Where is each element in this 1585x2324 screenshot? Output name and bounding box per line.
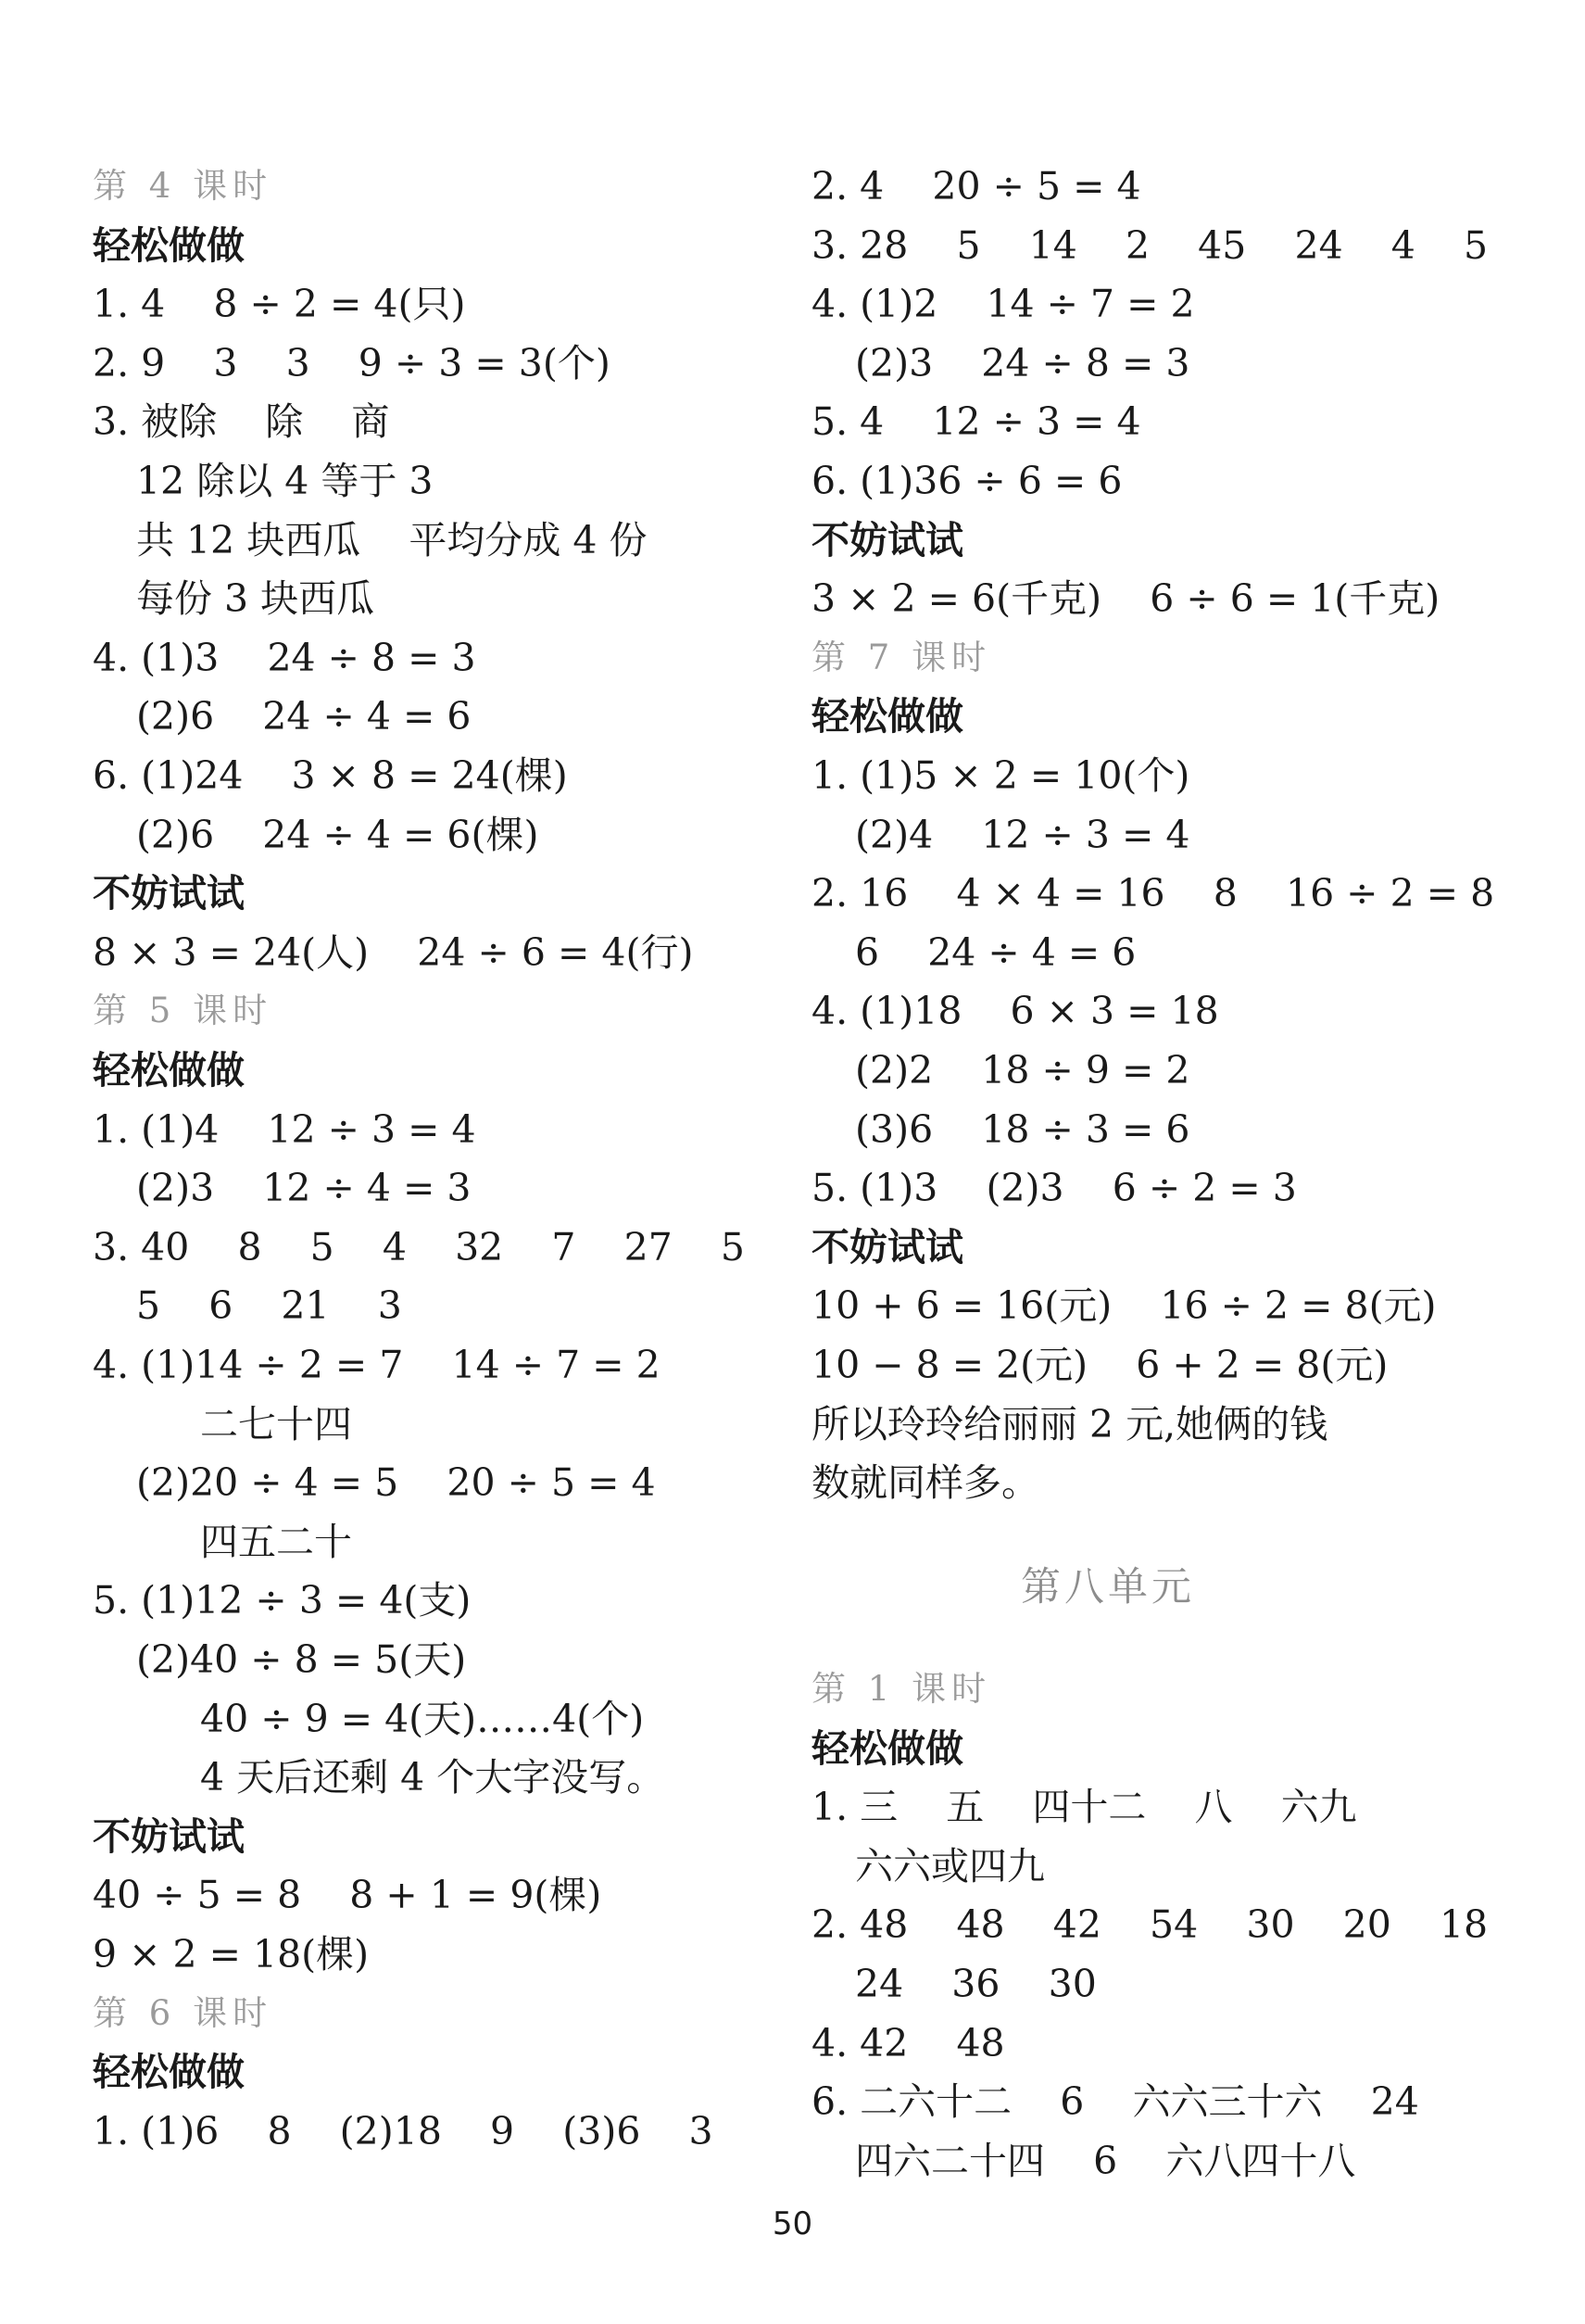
- answer-line: 共 12 块西瓜 平均分成 4 份: [136, 517, 648, 562]
- answer-line: 5. (1)3 (2)3 6 ÷ 2 = 3: [811, 1166, 1297, 1211]
- section-heading: 不妨试试: [93, 1813, 245, 1859]
- answer-line: 9 × 2 = 18(棵): [93, 1932, 370, 1977]
- lesson-title: 第 5 课时: [93, 991, 273, 1031]
- answer-line: 5. (1)12 ÷ 3 = 4(支): [93, 1578, 472, 1623]
- answer-line: 2. 48 48 42 54 30 20 18: [811, 1902, 1489, 1948]
- answer-line: 24 36 30: [855, 1962, 1097, 2006]
- answer-line: (3)6 18 ÷ 3 = 6: [855, 1106, 1190, 1152]
- answer-line: 二七十四: [200, 1401, 352, 1446]
- answer-line: (2)3 24 ÷ 8 = 3: [855, 340, 1190, 385]
- answer-line: 每份 3 块西瓜: [136, 576, 375, 622]
- answer-line: 1. 三 五 四十二 八 六九: [811, 1785, 1357, 1830]
- section-heading: 轻松做做: [93, 222, 245, 268]
- answer-line: 4. (1)3 24 ÷ 8 = 3: [93, 635, 476, 680]
- answer-line: 4. 42 48: [811, 2020, 1005, 2065]
- answer-line: (2)2 18 ÷ 9 = 2: [855, 1048, 1190, 1093]
- answer-line: 6. (1)36 ÷ 6 = 6: [811, 459, 1123, 503]
- section-heading: 轻松做做: [93, 2050, 245, 2095]
- answer-line: 3. 40 8 5 4 32 7 27 5: [93, 1224, 746, 1269]
- answer-line: 6. (1)24 3 × 8 = 24(棵): [93, 753, 568, 798]
- section-heading: 不妨试试: [811, 1224, 963, 1269]
- answer-line: 四六二十四 6 六八四十八: [855, 2138, 1356, 2183]
- answer-line: 1. 4 8 ÷ 2 = 4(只): [93, 282, 466, 327]
- answer-line: 12 除以 4 等于 3: [136, 459, 434, 503]
- answer-line: 1. (1)6 8 (2)18 9 (3)6 3: [93, 2108, 713, 2153]
- answer-line: 8 × 3 = 24(人) 24 ÷ 6 = 4(行): [93, 929, 694, 975]
- lesson-title: 第 4 课时: [93, 166, 273, 206]
- answer-line: 所以玲玲给丽丽 2 元,她俩的钱: [811, 1401, 1328, 1446]
- answer-line: 4. (1)14 ÷ 2 = 7 14 ÷ 7 = 2: [93, 1343, 660, 1387]
- answer-line: (2)20 ÷ 4 = 5 20 ÷ 5 = 4: [136, 1460, 656, 1506]
- lesson-title: 第 1 课时: [811, 1669, 992, 1709]
- lesson-title: 第 7 课时: [811, 637, 992, 677]
- answer-line: (2)6 24 ÷ 4 = 6(棵): [136, 812, 539, 857]
- answer-line: (2)6 24 ÷ 4 = 6: [136, 694, 472, 739]
- answer-line: 2. 9 3 3 9 ÷ 3 = 3(个): [93, 340, 610, 385]
- section-heading: 不妨试试: [811, 517, 963, 562]
- answer-line: 1. (1)4 12 ÷ 3 = 4: [93, 1106, 476, 1152]
- answer-line: 2. 16 4 × 4 = 16 8 16 ÷ 2 = 8: [811, 871, 1495, 916]
- answer-line: 3. 被除 除 商: [93, 399, 390, 445]
- answer-line: 6. 二六十二 6 六六三十六 24: [811, 2079, 1419, 2125]
- answer-line: 40 ÷ 9 = 4(天)……4(个): [200, 1696, 645, 1741]
- answer-line: 10 − 8 = 2(元) 6 + 2 = 8(元): [811, 1343, 1389, 1387]
- answer-line: (2)4 12 ÷ 3 = 4: [855, 812, 1190, 857]
- answer-line: 1. (1)5 × 2 = 10(个): [811, 753, 1190, 798]
- answer-line: 6 24 ÷ 4 = 6: [855, 929, 1137, 975]
- section-heading: 轻松做做: [93, 1048, 245, 1093]
- answer-line: 3 × 2 = 6(千克) 6 ÷ 6 = 1(千克): [811, 576, 1440, 622]
- page-number: 50: [772, 2205, 813, 2242]
- answer-line: 2. 4 20 ÷ 5 = 4: [811, 164, 1141, 208]
- answer-line: 4 天后还剩 4 个大字没写。: [200, 1755, 665, 1800]
- answer-line: 40 ÷ 5 = 8 8 + 1 = 9(棵): [93, 1873, 602, 1918]
- section-heading: 轻松做做: [811, 1725, 963, 1771]
- unit-title: 第八单元: [1021, 1564, 1195, 1610]
- answer-line: 5 6 21 3: [136, 1283, 402, 1329]
- answer-line: 3. 28 5 14 2 45 24 4 5: [811, 222, 1489, 268]
- answer-line: 5. 4 12 ÷ 3 = 4: [811, 399, 1141, 445]
- answer-line: (2)3 12 ÷ 4 = 3: [136, 1166, 472, 1211]
- answer-line: 4. (1)18 6 × 3 = 18: [811, 989, 1219, 1034]
- answer-line: (2)40 ÷ 8 = 5(天): [136, 1637, 467, 1682]
- section-heading: 轻松做做: [811, 694, 963, 739]
- lesson-title: 第 6 课时: [93, 1992, 273, 2033]
- answer-line: 四五二十: [200, 1519, 352, 1564]
- answer-line: 10 + 6 = 16(元) 16 ÷ 2 = 8(元): [811, 1283, 1437, 1329]
- answer-line: 六六或四九: [855, 1843, 1045, 1888]
- section-heading: 不妨试试: [93, 871, 245, 916]
- answer-line: 4. (1)2 14 ÷ 7 = 2: [811, 282, 1195, 327]
- answer-line: 数就同样多。: [811, 1460, 1039, 1506]
